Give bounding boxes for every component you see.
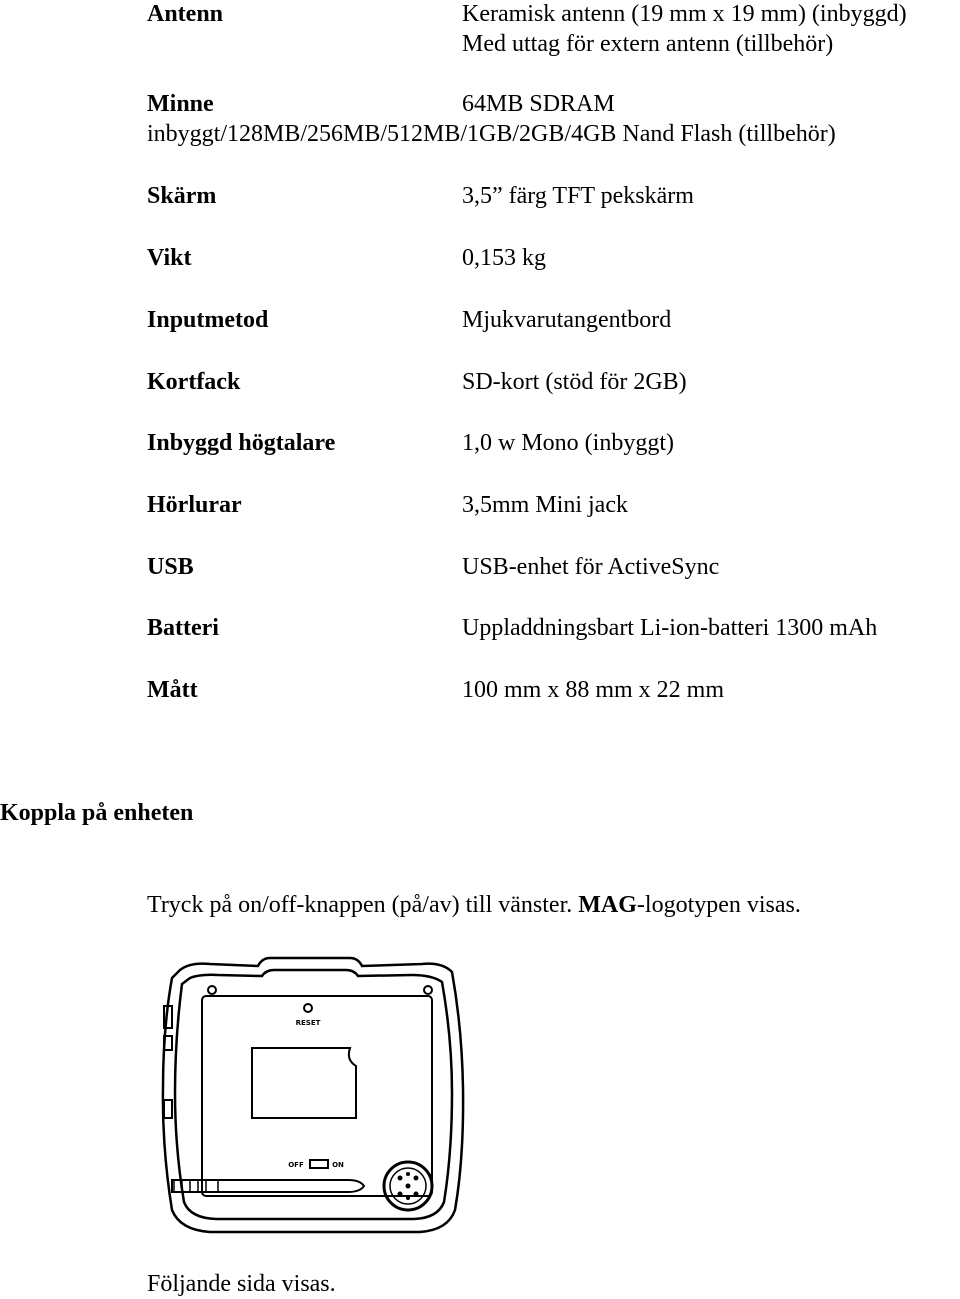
switch-on-label: ON: [332, 1161, 344, 1169]
spec-value-antenn: Keramisk antenn (19 mm x 19 mm) (inbyggd): [462, 1, 907, 27]
reset-hole: [304, 1004, 312, 1012]
spec-label-kortfack: Kortfack: [147, 369, 241, 395]
label-window: [252, 1048, 356, 1118]
spec-label-skarm: Skärm: [147, 183, 217, 209]
spec-value-horlurar: 3,5mm Mini jack: [462, 492, 628, 518]
spec-label-horlurar: Hörlurar: [147, 492, 242, 518]
spec-value-inputmetod: Mjukvarutangentbord: [462, 307, 672, 333]
spec-value-kortfack: SD-kort (stöd för 2GB): [462, 369, 687, 395]
instruction-part2: -logotypen visas.: [636, 892, 801, 918]
spec-value-minne-extra: inbyggt/128MB/256MB/512MB/1GB/2GB/4GB Nand Flash (tillbehör): [147, 121, 836, 147]
instruction-text: [147, 891, 801, 919]
spec-label-antenn: Antenn: [147, 1, 224, 27]
section-heading: Koppla på enheten: [0, 800, 194, 826]
screw-hole: [208, 986, 216, 994]
spec-label-minne: Minne: [147, 91, 214, 117]
spec-label-usb: USB: [147, 554, 194, 580]
spec-value-hogtalare: 1,0 w Mono (inbyggt): [462, 430, 674, 456]
switch-off-label: OFF: [288, 1161, 304, 1169]
spec-value-vikt: 0,153 kg: [462, 245, 546, 271]
spec-value-skarm: 3,5” färg TFT pekskärm: [462, 183, 694, 209]
spec-label-hogtalare: Inbyggd högtalare: [147, 430, 336, 456]
instruction-brand: MAG: [578, 892, 637, 918]
side-button: [164, 1100, 172, 1118]
reset-label: RESET: [295, 1019, 321, 1027]
spec-label-vikt: Vikt: [147, 245, 192, 271]
on-off-switch: [310, 1160, 328, 1168]
spec-value-usb: USB-enhet för ActiveSync: [462, 554, 720, 580]
spec-value-antenn-extra: Med uttag för extern antenn (tillbehör): [462, 31, 834, 57]
spec-label-inputmetod: Inputmetod: [147, 307, 269, 333]
spec-value-matt: 100 mm x 88 mm x 22 mm: [462, 677, 725, 703]
spec-value-batteri: Uppladdningsbart Li-ion-batteri 1300 mAh: [462, 615, 878, 641]
instruction-part1: Tryck på on/off-knappen (på/av) till vänster.: [147, 892, 579, 918]
spec-label-matt: Mått: [147, 677, 198, 703]
stylus: [172, 1180, 364, 1192]
device-back-illustration: [150, 948, 475, 1238]
device-outer-shell: [163, 958, 463, 1232]
footer-text: Följande sida visas.: [147, 1271, 336, 1297]
spec-value-minne: 64MB SDRAM: [462, 91, 615, 117]
screw-hole: [424, 986, 432, 994]
spec-label-batteri: Batteri: [147, 615, 219, 641]
device-inner-shell: [175, 970, 452, 1219]
